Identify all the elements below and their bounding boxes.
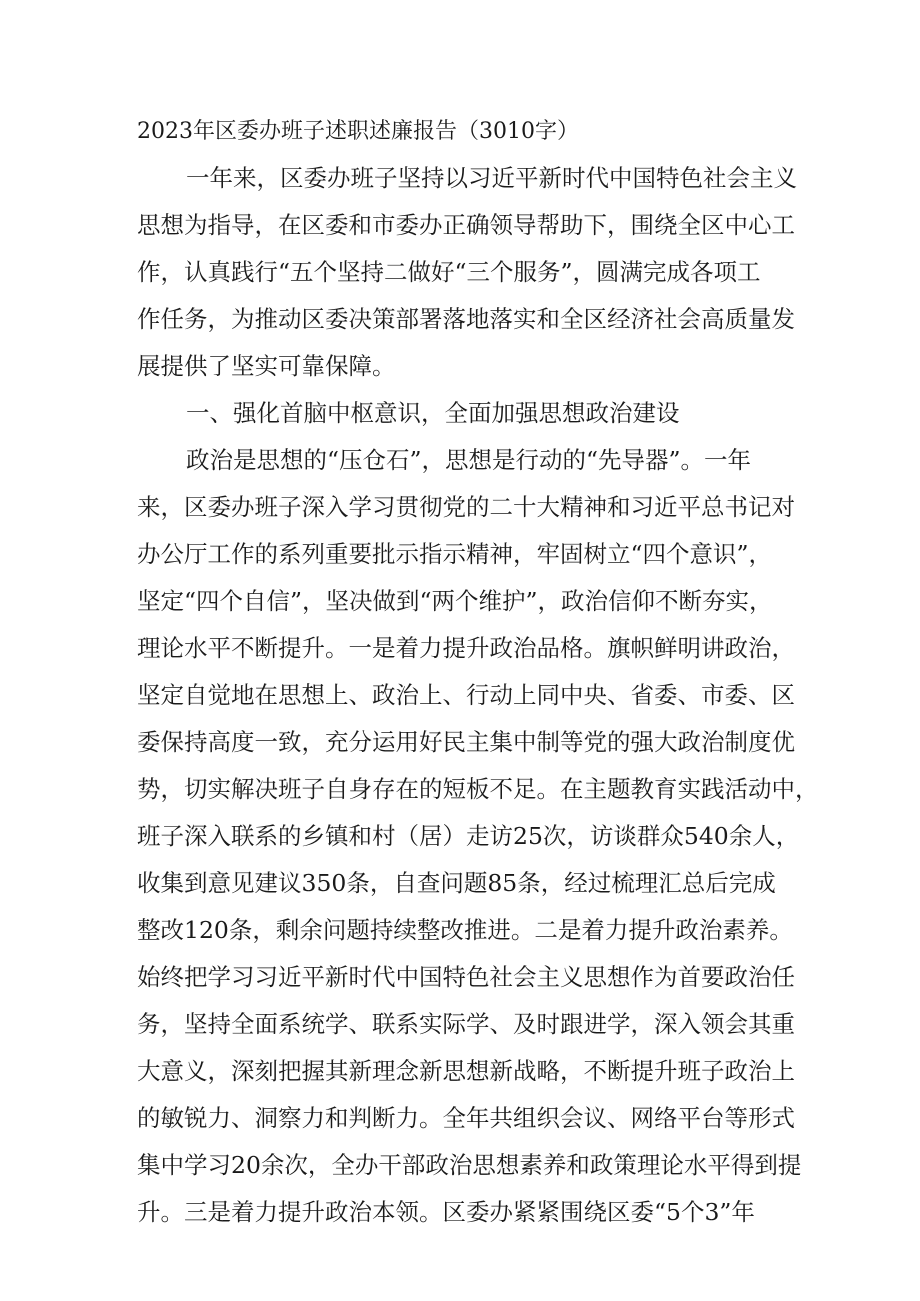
paragraph-line: 的敏锐力、洞察力和判断力。全年共组织会议、网络平台等形式 (137, 1104, 795, 1132)
paragraph-line: 务，坚持全面系统学、联系实际学、及时跟进学，深入领会其重 (137, 1010, 795, 1038)
paragraph-line: 展提供了坚实可靠保障。 (137, 352, 396, 380)
paragraph-line: 大意义，深刻把握其新理念新思想新战略，不断提升班子政治上 (137, 1057, 795, 1085)
paragraph-line: 势，切实解决班子自身存在的短板不足。在主题教育实践活动中， (137, 775, 819, 803)
paragraph-line: 办公厅工作的系列重要批示指示精神，牢固树立“四个意识”， (137, 540, 773, 568)
paragraph-line: 坚定自觉地在思想上、政治上、行动上同中央、省委、市委、区 (137, 681, 795, 709)
paragraph-line: 班子深入联系的乡镇和村（居）走访25次，访谈群众540余人， (137, 822, 800, 850)
paragraph-line: 升。三是着力提升政治本领。区委办紧紧围绕区委“5个3”年 (137, 1198, 755, 1226)
paragraph-line: 始终把学习习近平新时代中国特色社会主义思想作为首要政治任 (137, 963, 795, 991)
section-heading: 一、强化首脑中枢意识，全面加强思想政治建设 (186, 399, 680, 427)
paragraph-line: 来，区委办班子深入学习贯彻党的二十大精神和习近平总书记对 (137, 493, 795, 521)
paragraph-line: 坚定“四个自信”，坚决做到“两个维护”，政治信仰不断夯实， (137, 587, 773, 615)
paragraph-line: 收集到意见建议350条，自查问题85条，经过梳理汇总后完成 (137, 869, 776, 897)
paragraph-line: 政治是思想的“压仓石”，思想是行动的“先导器”。一年 (186, 446, 752, 474)
document-title: 2023年区委办班子述职述廉报告（3010字） (137, 119, 579, 144)
paragraph-line: 作任务，为推动区委决策部署落地落实和全区经济社会高质量发 (137, 305, 795, 333)
paragraph-line: 作，认真践行“五个坚持二做好“三个服务”，圆满完成各项工 (137, 258, 761, 286)
paragraph-line: 委保持高度一致，充分运用好民主集中制等党的强大政治制度优 (137, 728, 795, 756)
paragraph-line: 集中学习20余次，全办干部政治思想素养和政策理论水平得到提 (137, 1151, 802, 1179)
paragraph-line: 整改120条，剩余问题持续整改推进。二是着力提升政治素养。 (137, 916, 793, 944)
paragraph-line: 理论水平不断提升。一是着力提升政治品格。旗帜鲜明讲政治， (137, 634, 795, 662)
paragraph-line: 思想为指导，在区委和市委办正确领导帮助下，围绕全区中心工 (137, 211, 795, 239)
paragraph-line: 一年来，区委办班子坚持以习近平新时代中国特色社会主义 (186, 164, 797, 192)
